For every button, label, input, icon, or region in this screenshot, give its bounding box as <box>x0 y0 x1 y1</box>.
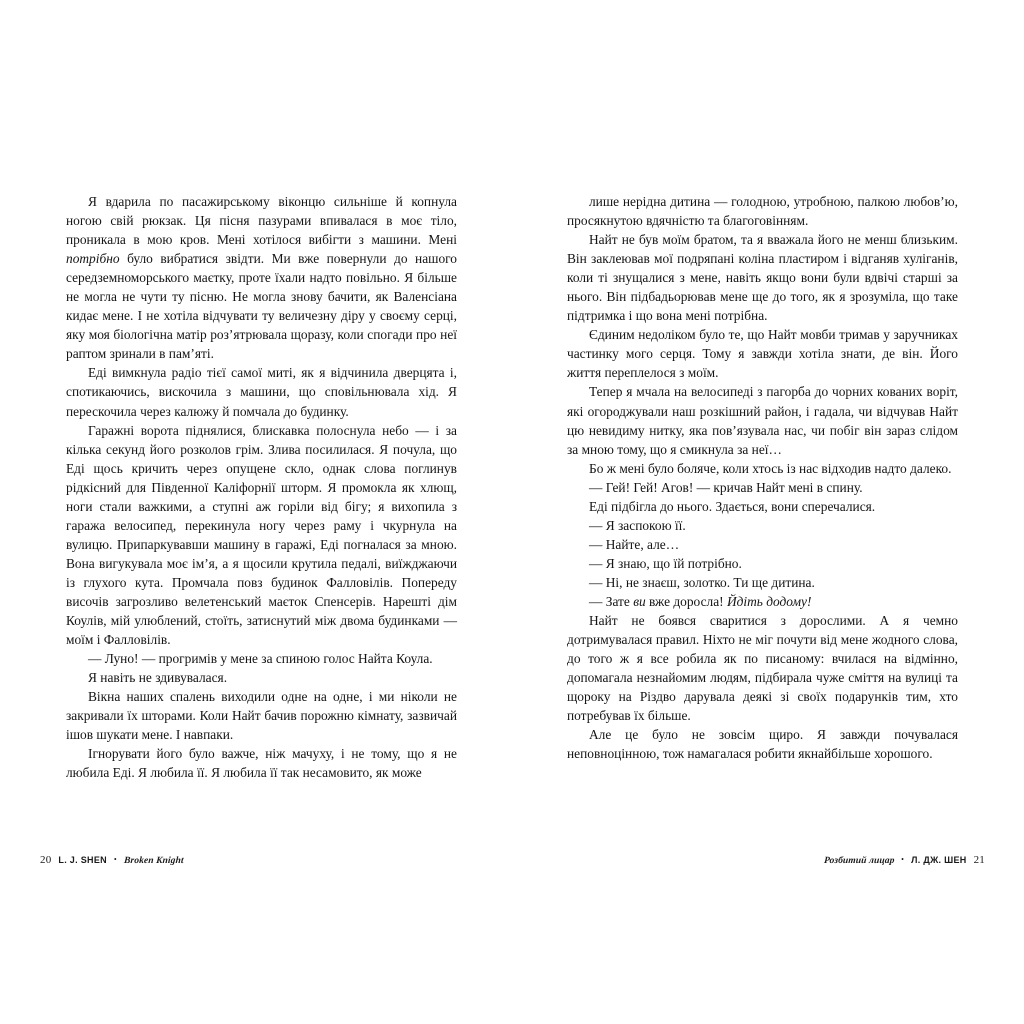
body-text: — Луно! — прогримів у мене за спиною голос Найта Коула. <box>88 651 433 667</box>
body-text: — Я знаю, що їй потрібно. <box>589 555 742 571</box>
paragraph <box>66 192 457 363</box>
body-text: — Гей! Гей! Агов! — кричав Найт мені в спину. <box>589 479 863 495</box>
emphasis-text: Йдіть додому! <box>726 593 812 609</box>
paragraph <box>66 421 457 650</box>
left-running-head-separator: • <box>113 855 117 864</box>
body-text: Але це було не зовсім щиро. Я завжди почувалася неповноцінною, тож намагалася робити якнайбільше хорошого. <box>567 727 958 762</box>
emphasis-text: потрібно <box>66 251 120 267</box>
paragraph <box>66 649 457 668</box>
paragraph <box>567 611 958 725</box>
body-text: лише нерідна дитина — голодною, утробною, палкою любов’ю, просякнутою вдячністю та благоговінням. <box>567 194 958 229</box>
body-text: — Найте, але… <box>589 536 680 552</box>
left-running-head-author: L. J. SHEN <box>58 855 107 865</box>
body-text: було вибратися звідти. Ми вже повернули до нашого середземноморського маєтку, проте їхали надто повільно. Я більше не могла не чути ту пісню. Не могла знову бачити, як Валенсіана кидає мене. І не хотіла відчувати ту величезну діру у своєму серці, яку моя біологічна матір роз’ятрювала щоразу, коли спогади про неї раптом зринали в пам’яті. <box>66 251 457 362</box>
paragraph <box>567 382 958 458</box>
paragraph <box>66 687 457 744</box>
paragraph <box>66 744 457 782</box>
left-page-textblock <box>66 192 457 782</box>
paragraph <box>567 325 958 382</box>
paragraph <box>567 497 958 516</box>
body-text: Еді підбігла до нього. Здається, вони сперечалися. <box>589 498 876 514</box>
paragraph <box>567 459 958 478</box>
paragraph <box>66 668 457 687</box>
right-page-running-footer <box>824 854 985 866</box>
emphasis-text: ви <box>633 593 646 609</box>
body-text: — Я заспокою її. <box>589 517 686 533</box>
paragraph <box>567 725 958 763</box>
body-text: Я навіть не здивувалася. <box>88 670 228 686</box>
body-text: Бо ж мені було боляче, коли хтось із нас відходив надто далеко. <box>589 460 952 476</box>
body-text: Еді вимкнула радіо тієї самої миті, як я відчинила дверцята і, спотикаючись, вискочила з машини, що сповільнювала хід. Я перескочила через калюжу й помчала до будинку. <box>66 365 457 419</box>
body-text: Найт не був моїм братом, та я вважала його не менш близьким. Він заклеював мої подряпані коліна пластиром і відганяв хуліганів, коли ті знущалися з мене, навіть якщо вони були вдвічі старші за нього. Він підбадьорював мене ще до того, як я зрозуміла, що таке підтримка і що вона мені потрібна. <box>567 232 958 324</box>
right-page-folio: 21 <box>973 854 985 866</box>
body-text: — Зате <box>589 593 634 609</box>
page-right <box>512 0 1024 1024</box>
right-running-head-author: Л. ДЖ. ШЕН <box>911 855 967 865</box>
paragraph <box>567 535 958 554</box>
right-running-head-title: Розбитий лицар <box>823 856 895 866</box>
paragraph <box>66 363 457 420</box>
body-text: Ігнорувати його було важче, ніж мачуху, і не тому, що я не любила Еді. Я любила її. Я любила її так несамовито, як може <box>66 746 457 781</box>
body-text: Я вдарила по пасажирському віконцю сильніше й копнула ногою свій рюкзак. Ця пісня пазурами впивалася в моє тіло, проникала в мою кров. Мені хотілося вибігти з машини. Мені <box>66 194 457 248</box>
paragraph <box>567 230 958 325</box>
right-running-head-separator: • <box>901 855 905 864</box>
left-page-running-footer <box>40 854 184 866</box>
left-page-folio: 20 <box>40 854 52 866</box>
left-running-head-title: Broken Knight <box>123 856 184 866</box>
paragraph <box>567 592 958 611</box>
body-text: Вікна наших спалень виходили одне на одне, і ми ніколи не закривали їх шторами. Коли Найт бачив порожню кімнату, зазвичай ішов шукати мене. І навпаки. <box>66 689 457 743</box>
paragraph <box>567 573 958 592</box>
paragraph <box>567 478 958 497</box>
right-page-textblock <box>567 192 958 763</box>
body-text: Єдиним недоліком було те, що Найт мовби тримав у заручниках частинку мого серця. Тому я завжди хотіла знати, де він. Його життя переплелося з моїм. <box>567 327 958 381</box>
paragraph <box>567 192 958 230</box>
body-text: Тепер я мчала на велосипеді з пагорба до чорних кованих воріт, які огороджували наш розкішний район, і гадала, чи відчував Найт цю невидиму нитку, яка пов’язувала нас, чи побіг він зараз слідом за мною тому, що я смикнула за неї… <box>567 384 958 457</box>
body-text: вже доросла! <box>645 593 727 609</box>
body-text: — Ні, не знаєш, золотко. Ти ще дитина. <box>589 574 815 590</box>
paragraph <box>567 554 958 573</box>
body-text: Найт не боявся сваритися з дорослими. А я чемно дотримувалася правил. Ніхто не міг почути від мене жодного слова, до того ж я все робила як по писаному: вчилася на відмінно, допомагала незнайомим людям, підбирала чуже сміття на вулиці та щороку на Різдво дарувала деякі зі своїх подарунків тим, хто потребував їх більше. <box>567 613 958 724</box>
body-text: Гаражні ворота піднялися, блискавка полоснула небо — і за кілька секунд його розколов грім. Злива посилилася. Я почула, що Еді щось кричить через опущене скло, однак слова поглинув рідкісний для Південної Каліфорнії шторм. Я промокла як хлющ, ноги стали важкими, а ступні аж горіли від бігу; я вихопила з гаража велосипед, перекинула ногу через раму і чкурнула на вулицю. Припаркувавши машину в гаражі, Еді погналася за мною. Вона вигукувала моє ім’я, а я щосили крутила педалі, виїжджаючи із глухого кута. Промчала повз будинок Фалловілів. Попереду височів загрозливо велетенський маєток Спенсерів. Нарешті дім Коулів, мій улюблений, стоїть, затиснутий між двома будинками — моїм і Фалловілів. <box>66 422 457 648</box>
paragraph <box>567 516 958 535</box>
